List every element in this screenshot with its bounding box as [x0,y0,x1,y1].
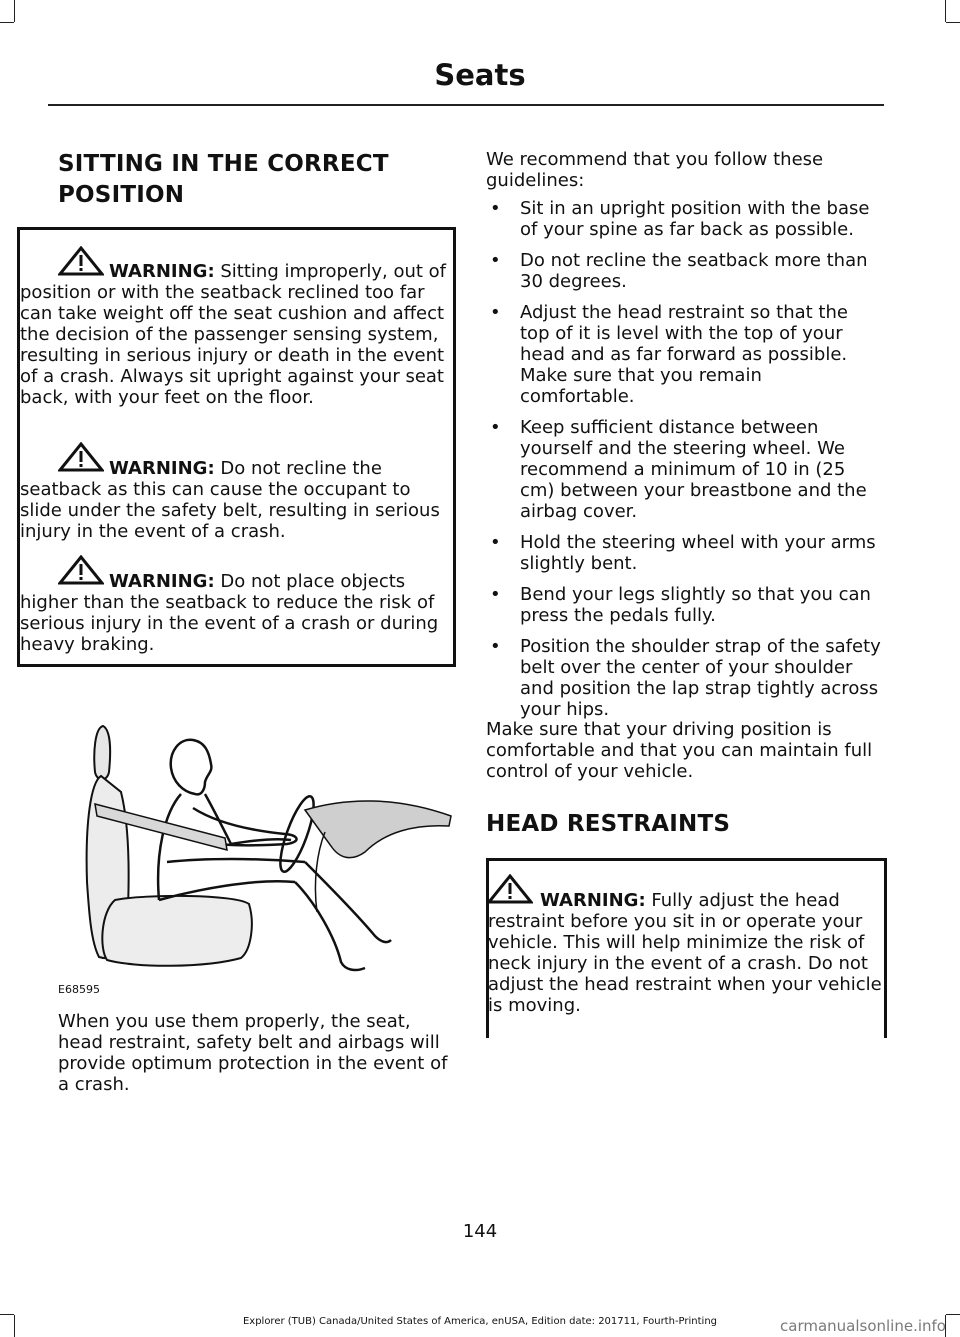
list-item-text: Do not recline the seatback more than 30 degrees. [520,250,868,292]
list-item-text: Sit in an upright position with the base of your spine as far back as possible. [520,198,870,240]
guidelines-intro: We recommend that you follow these guidelines: [486,149,824,191]
warning-triangle-icon [58,442,104,472]
list-item [486,584,882,626]
bullet-icon: • [490,198,501,219]
list-item-text: Adjust the head restraint so that the top of it is level with the top of your head and as far forward as possible. Make sure that you remain comfortable. [520,302,848,407]
page-title: Seats [434,58,526,92]
watermark: carmanualsonline.info [780,1317,946,1335]
bullet-icon: • [490,302,501,323]
warning-1-text: Sitting improperly, out of position or with the seatback reclined too far can take weight off the seat cushion and affect the decision of the passenger sensing system, resulting in serious injury or death in the event of a crash. Always sit upright against your seat back, with your feet on the floor. [20,261,446,408]
list-item-text: Bend your legs slightly so that you can press the pedals fully. [520,584,871,626]
warning-label: WARNING: [540,890,646,911]
warning-3-text: Do not place objects higher than the seatback to reduce the risk of serious injury in the event of a crash or during heavy braking. [20,571,439,655]
footer-edition: Explorer (TUB) Canada/United States of America, enUSA, Edition date: 201711, Fourth-Printing [242,1316,718,1327]
bullet-icon: • [490,532,501,553]
list-item-text: Position the shoulder strap of the safety belt over the center of your shoulder and position the lap strap tightly across your hips. [520,636,881,720]
header-divider [48,104,884,106]
section-heading-head-restraints: HEAD RESTRAINTS [486,811,731,837]
page-number: 144 [462,1221,498,1242]
bullet-icon: • [490,417,501,438]
list-item [486,636,882,720]
section-heading-sitting [58,148,456,212]
bullet-icon: • [490,636,501,657]
bullet-icon: • [490,584,501,605]
warning-triangle-icon [58,246,104,276]
driver-seating-illustration [55,712,455,982]
guidelines-list [486,188,882,720]
crop-mark-bottom-right-h [946,1314,960,1315]
list-item [486,302,882,407]
list-item [486,417,882,522]
warning-triangle-icon [58,555,104,585]
list-item-text: Keep sufficient distance between yourself and the steering wheel. We recommend a minimum of 10 in (25 cm) between your breastbone and the airbag cover. [520,417,867,522]
list-item [486,532,882,574]
list-item-text: Hold the steering wheel with your arms slightly bent. [520,532,876,574]
crop-mark-bottom-left-h [0,1314,14,1315]
closing-paragraph: Make sure that your driving position is comfortable and that you can maintain full control of your vehicle. [486,719,873,782]
head-restraint-warning [488,890,884,1016]
warning-text: Fully adjust the head restraint before you sit in or operate your vehicle. This will help minimize the risk of neck injury in the event of a crash. Do not adjust the head restraint when your vehicle is moving. [488,890,882,1016]
heading-line-1: SITTING IN THE CORRECT [58,151,389,177]
heading-line-2: POSITION [58,182,185,208]
crop-mark-top-left-v [14,0,15,22]
warning-1-label: WARNING: [109,261,215,282]
figure-caption: When you use them properly, the seat, head restraint, safety belt and airbags will provide optimum protection in the event of a crash. [58,1011,448,1095]
crop-mark-top-right-h [946,22,960,23]
list-item [486,250,882,292]
warning-2-label: WARNING: [109,458,215,479]
warning-2-text: Do not recline the seatback as this can cause the occupant to slide under the safety belt, resulting in serious injury in the event of a crash. [20,458,440,542]
list-item [486,198,882,240]
figure-code: E68595 [58,983,100,996]
crop-mark-top-right-v [945,0,946,22]
crop-mark-top-left-h [0,22,14,23]
warning-3-label: WARNING: [109,571,215,592]
warning-1 [20,261,452,408]
bullet-icon: • [490,250,501,271]
